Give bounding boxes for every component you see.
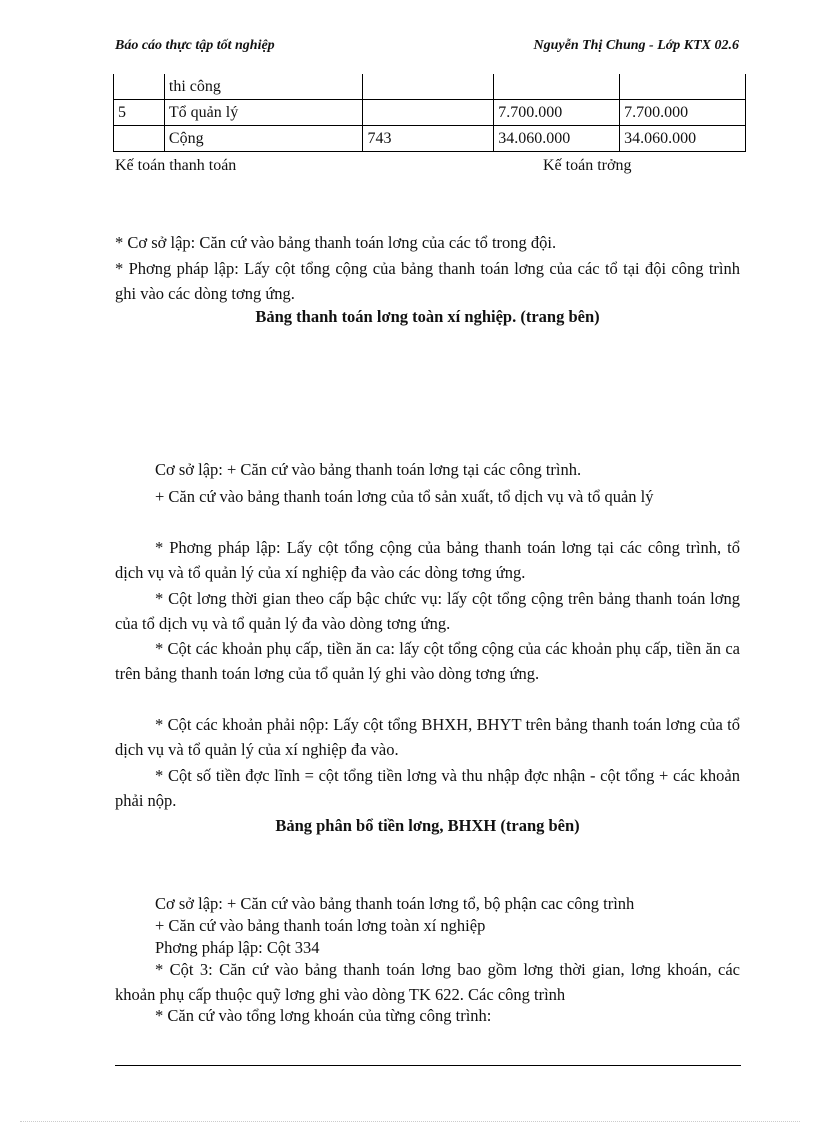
table-cell: [114, 74, 165, 100]
table-cell: 7.700.000: [620, 100, 746, 126]
section2-paragraph-4: * Cột lơng thời gian theo cấp bậc chức vụ: lấy cột tổng cộng trên bảng thanh toán lơng của tổ dịch vụ và tổ quản lý đa vào dòng tơng ứng.: [115, 589, 740, 633]
header-author: Nguyễn Thị Chung - Lớp KTX 02.6: [533, 38, 739, 53]
page-header: [115, 38, 739, 58]
table-cell: [363, 74, 494, 100]
section2-paragraph-5: * Cột các khoản phụ cấp, tiền ăn ca: lấy cột tổng cộng của các khoản phụ cấp, tiền ăn ca trên bảng thanh toán lơng của tổ quản lý ghi vào dòng tơng ứng.: [115, 639, 740, 683]
table-cell: 5: [114, 100, 165, 126]
signature-right: Kế toán trởng: [543, 157, 632, 174]
section2-paragraph-2: + Căn cứ vào bảng thanh toán lơng của tổ sản xuất, tổ dịch vụ và tổ quản lý: [155, 487, 654, 506]
section2-paragraph-6: * Cột các khoản phải nộp: Lấy cột tổng BHXH, BHYT trên bảng thanh toán lơng của tổ dịch vụ và tổ quản lý của xí nghiệp đa vào.: [115, 715, 740, 759]
table-cell: [620, 74, 746, 100]
page-edge-divider: [20, 1121, 800, 1122]
section2-title: Bảng phân bổ tiền lơng, BHXH (trang bên): [275, 816, 580, 835]
table-cell: 7.700.000: [494, 100, 620, 126]
table-cell: Tổ quản lý: [164, 100, 363, 126]
section3-paragraph-3: Phơng pháp lập: Cột 334: [155, 938, 320, 957]
table-cell: thi công: [164, 74, 363, 100]
table-cell: [494, 74, 620, 100]
table-cell: [363, 100, 494, 126]
section1-paragraph-1: * Cơ sở lập: Căn cứ vào bảng thanh toán lơng của các tổ trong đội.: [115, 233, 557, 252]
section3-paragraph-4: * Cột 3: Căn cứ vào bảng thanh toán lơng bao gồm lơng thời gian, lơng khoán, các khoản phụ cấp thuộc quỹ lơng ghi vào dòng TK 622. Các công trình: [115, 960, 740, 1004]
table-cell: 34.060.000: [494, 126, 620, 152]
footer-rule: [115, 1065, 741, 1066]
section1-title: Bảng thanh toán lơng toàn xí nghiệp. (trang bên): [255, 307, 600, 326]
table-cell: [114, 126, 165, 152]
table-row: [114, 74, 746, 100]
section2-paragraph-1: Cơ sở lập: + Căn cứ vào bảng thanh toán lơng tại các công trình.: [155, 460, 582, 479]
header-report-title: Báo cáo thực tập tốt nghiệp: [115, 38, 275, 53]
section2-paragraph-3: * Phơng pháp lập: Lấy cột tổng cộng của bảng thanh toán lơng tại các công trình, tổ dịch vụ và tổ quản lý của xí nghiệp đa vào các dòng tơng ứng.: [115, 538, 740, 582]
table-cell: 743: [363, 126, 494, 152]
table-cell: 34.060.000: [620, 126, 746, 152]
payroll-table: [113, 74, 746, 152]
section3-paragraph-1: Cơ sở lập: + Căn cứ vào bảng thanh toán lơng tổ, bộ phận cac công trình: [155, 894, 635, 913]
section3-paragraph-5: * Căn cứ vào tổng lơng khoán của từng công trình:: [155, 1006, 492, 1025]
section1-paragraph-2: * Phơng pháp lập: Lấy cột tổng cộng của bảng thanh toán lơng của các tổ tại đội công trình ghi vào các dòng tơng ứng.: [115, 259, 740, 303]
table-cell: Cộng: [164, 126, 363, 152]
table-row: [114, 100, 746, 126]
section2-paragraph-7: * Cột số tiền đợc lĩnh = cột tổng tiền lơng và thu nhập đợc nhận - cột tổng + các khoản phải nộp.: [115, 766, 740, 810]
table-row: [114, 126, 746, 152]
section3-paragraph-2: + Căn cứ vào bảng thanh toán lơng toàn xí nghiệp: [155, 916, 486, 935]
signature-left: Kế toán thanh toán: [115, 157, 237, 174]
